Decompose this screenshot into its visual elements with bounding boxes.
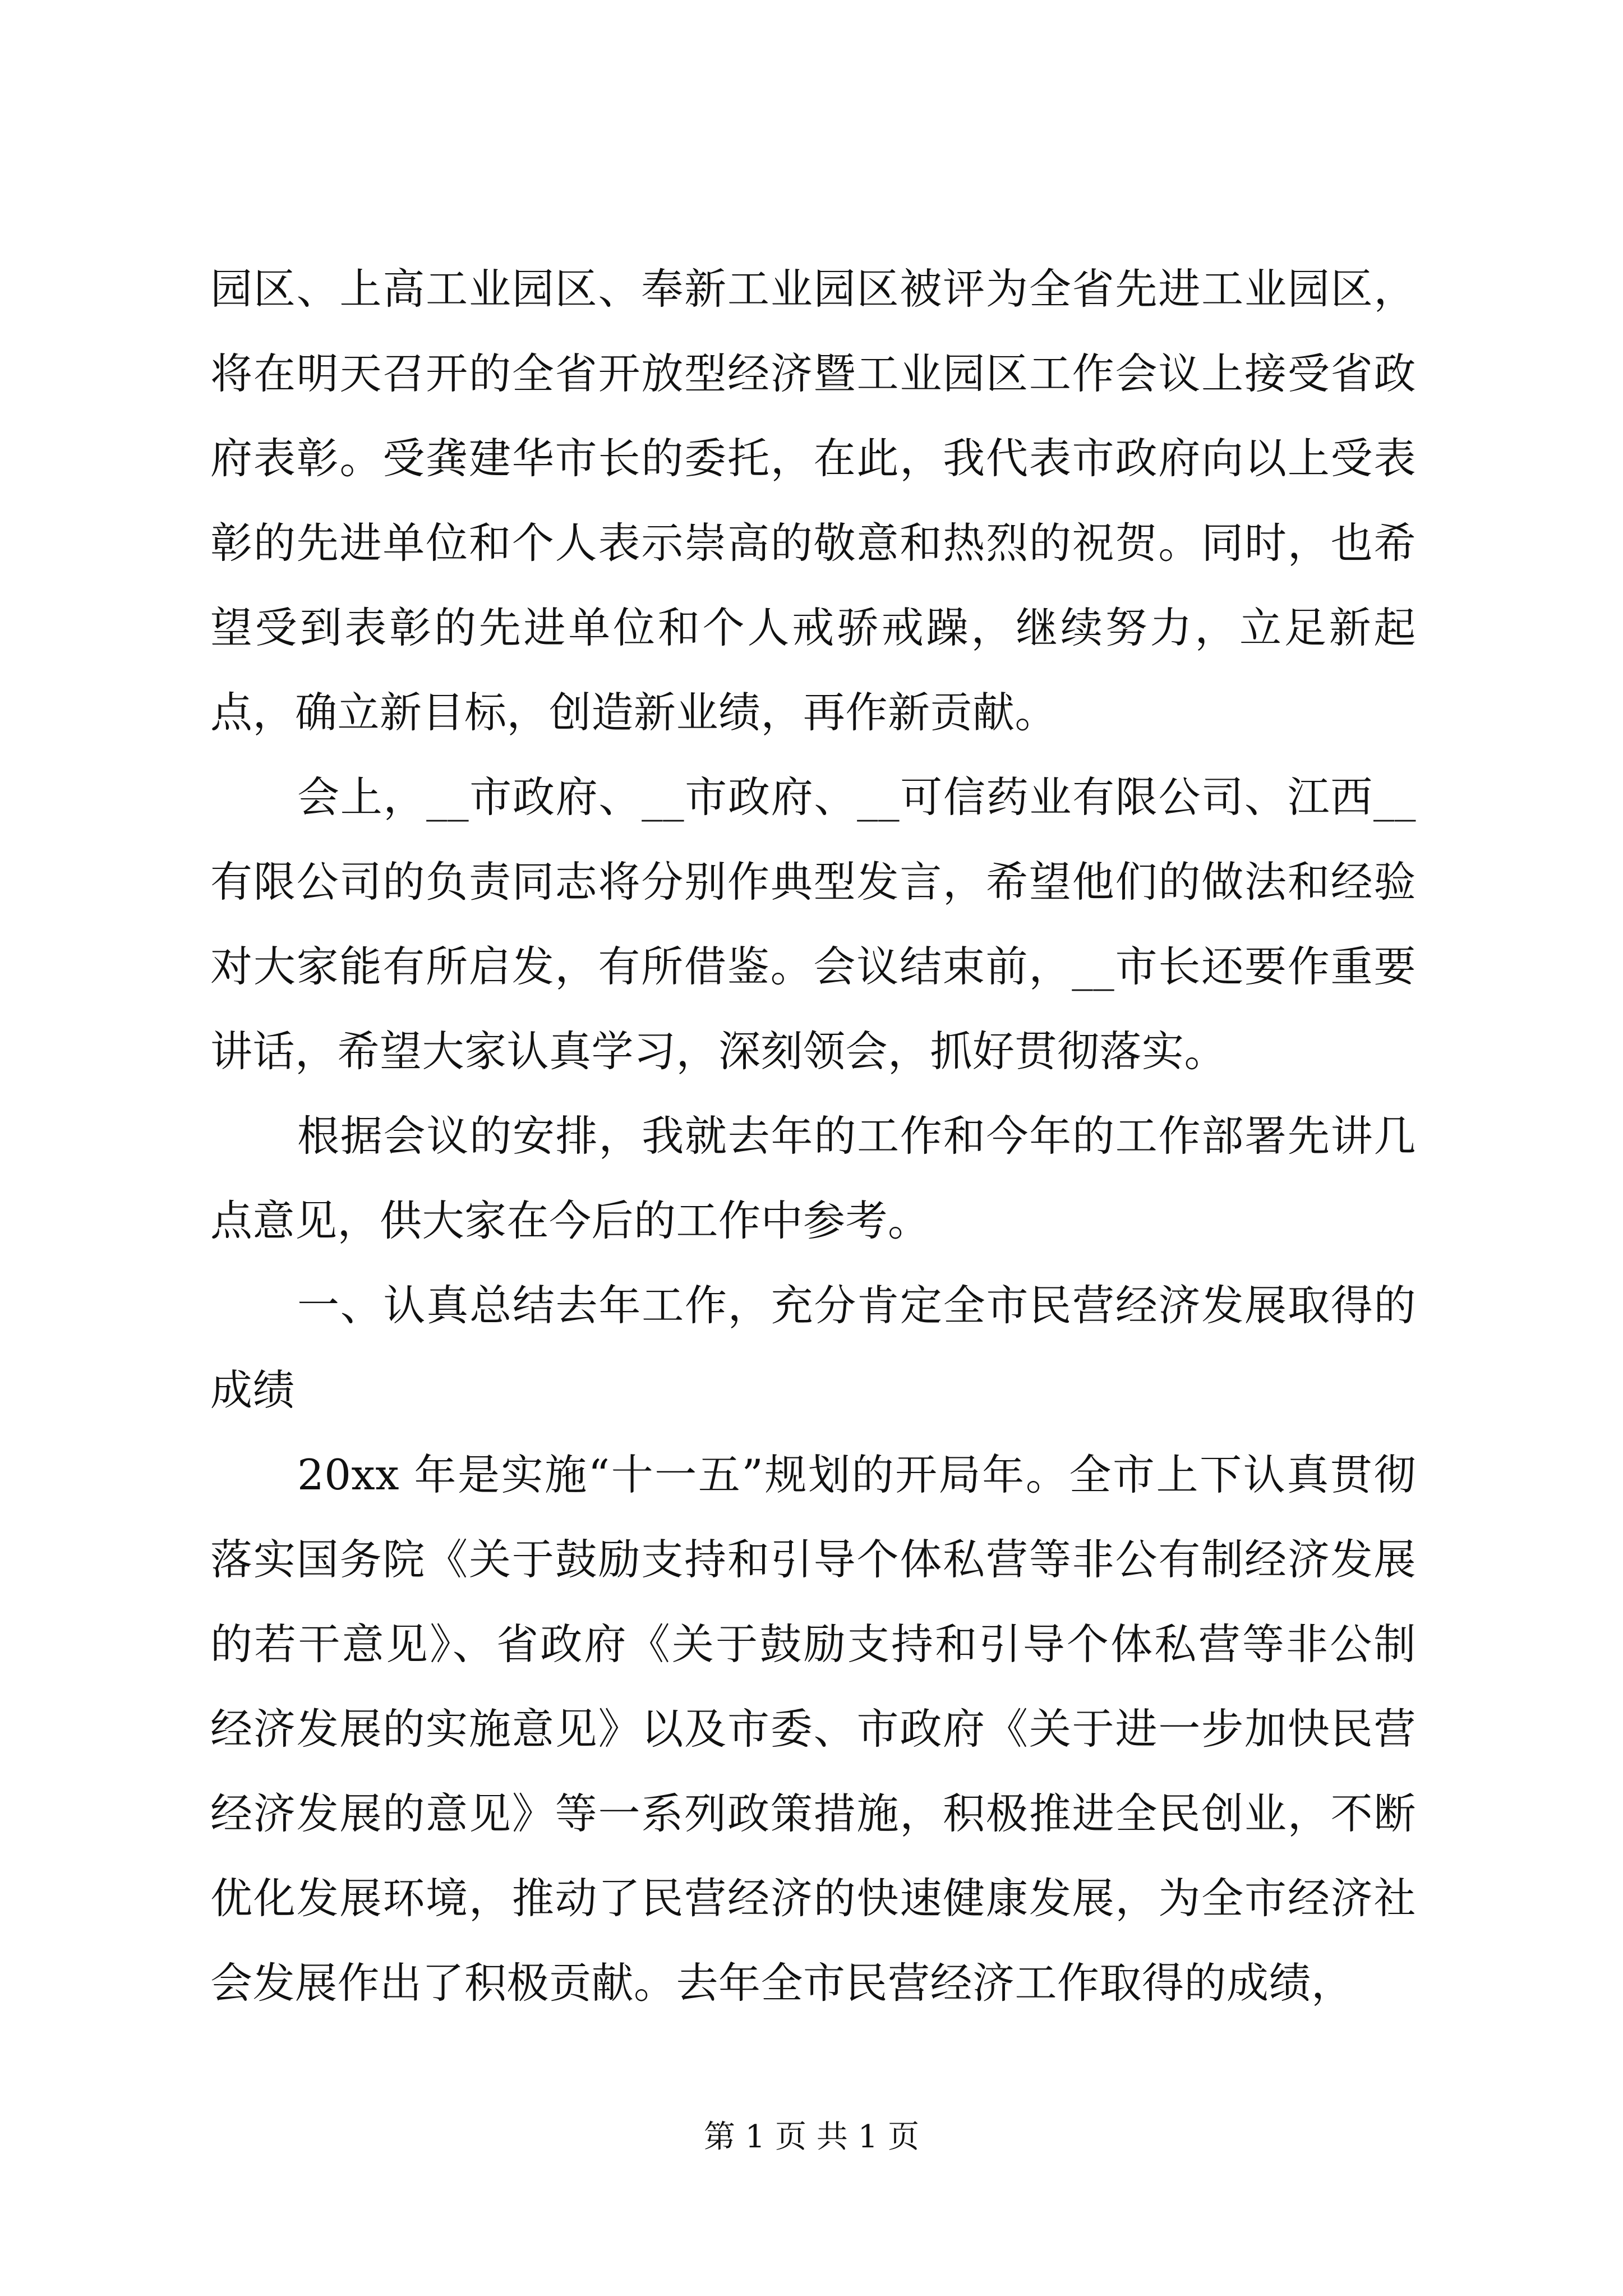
page-footer: 第 1 页 共 1 页 [703, 2119, 920, 2155]
paragraph-4: 20xx 年是实施“十一五”规划的开局年。全市上下认真贯彻落实国务院《关于鼓励支持和引导个体私营等非公有制经济发展的若干意见》、省政府《关于鼓励支持和引导个体私营等非公制经济发展的实施意见》以及市委、市政府《关于进一步加快民营经济发展的意见》等一系列政策措施，积极推进全民创业，不断优化发展环境，推动了民营经济的快速健康发展，为全市经济社会发展作出了积极贡献。去年全市民营经济工作取得的成绩， [210, 1450, 1416, 2008]
paragraph-2: 会上，__市政府、__市政府、__可信药业有限公司、江西__有限公司的负责同志将分别作典型发言，希望他们的做法和经验对大家能有所启发，有所借鉴。会议结束前，__市长还要作重要讲话，希望大家认真学习，深刻领会，抓好贯彻落实。 [210, 772, 1416, 1076]
paragraph-3: 根据会议的安排，我就去年的工作和今年的工作部署先讲几点意见，供大家在今后的工作中参考。 [210, 1111, 1416, 1245]
document-body [210, 247, 1416, 2026]
section-heading-1: 一、认真总结去年工作，充分肯定全市民营经济发展取得的成绩 [210, 1281, 1416, 1415]
paragraph-1: 园区、上高工业园区、奉新工业园区被评为全省先进工业园区，将在明天召开的全省开放型经济暨工业园区工作会议上接受省政府表彰。受龚建华市长的委托，在此，我代表市政府向以上受表彰的先进单位和个人表示崇高的敬意和热烈的祝贺。同时，也希望受到表彰的先进单位和个人戒骄戒躁，继续努力，立足新起点，确立新目标，创造新业绩，再作新贡献。 [210, 264, 1416, 737]
